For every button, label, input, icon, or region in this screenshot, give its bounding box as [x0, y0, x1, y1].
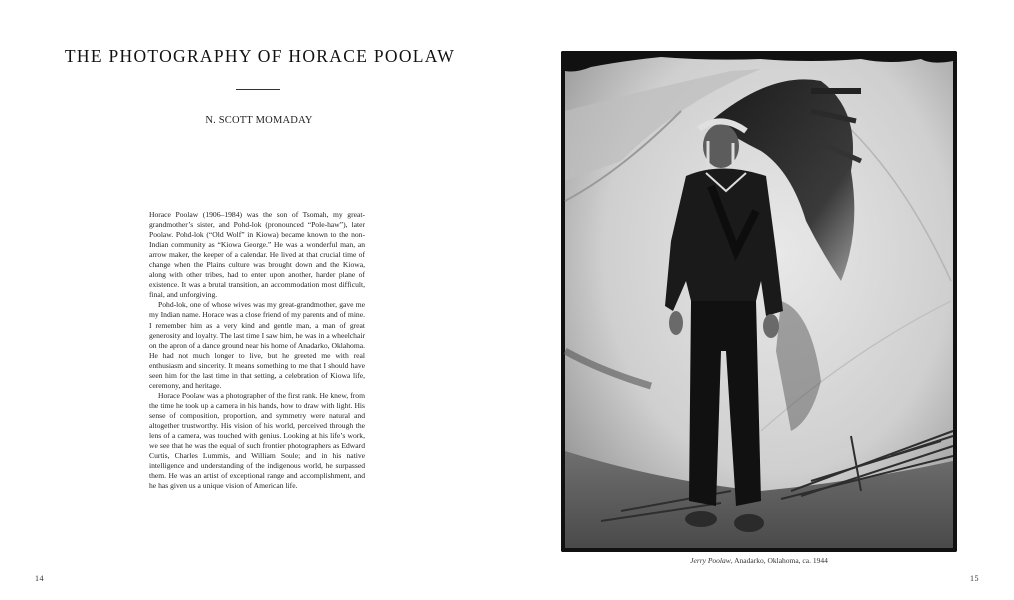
photograph	[561, 51, 957, 552]
photo-illustration	[561, 51, 957, 552]
author-byline: N. SCOTT MOMADAY	[205, 115, 313, 126]
paragraph-1: Horace Poolaw (1906–1984) was the son of Tsomah, my great-grandmother’s sister, and Pohd-lok (pronounced “Pole-haw”), later Poolaw. Pohd-lok (“Old Wolf” in Kiowa) became known to the non-Indian community as “Kiowa George.” He was a wonderful man, an arrow maker, the keeper of a calendar. He lived at that crucial time of change when the Plains culture was brought down and the Kiowa, along with other tribes, had to enter upon another, harder plane of existence. It was a brutal transition, an accommodation most difficult, final, and unforgiving.	[149, 210, 365, 300]
right-page	[507, 0, 1014, 600]
page-number-left: 14	[35, 574, 44, 583]
caption-details: , Anadarko, Oklahoma, ca. 1944	[730, 556, 828, 565]
essay-body	[149, 210, 365, 491]
essay-title: THE PHOTOGRAPHY OF HORACE POOLAW	[64, 46, 456, 66]
paragraph-2: Pohd-lok, one of whose wives was my great-grandmother, gave me my Indian name. Horace was a close friend of my parents and of mine. I remember him as a very kind and gentle man, a man of great generosity and loyalty. The last time I saw him, he was in a wheelchair on the apron of a dance ground near his home of Anadarko, Oklahoma. He had not much longer to live, but he greeted me with real enthusiasm and sincerity. It means something to me that I should have seen him for the last time in that setting, a celebration of Kiowa life, ceremony, and heritage.	[149, 300, 365, 390]
caption-subject: Jerry Poolaw	[690, 556, 731, 565]
page-number-right: 15	[970, 574, 979, 583]
paragraph-3: Horace Poolaw was a photographer of the first rank. He knew, from the time he took up a camera in his hands, how to draw with light. His sense of composition, proportion, and symmetry were natural and altogether trustworthy. His vision of his world, perceived through the lens of a camera, was touched with genius. Looking at his life’s work, we see that he was the equal of such frontier photographers as Edward Curtis, Charles Lummis, and William Soule; and in his native intelligence and understanding of the indigenous world, he surpassed them. He was an artist of exceptional range and accomplishment, and he has given us a unique vision of American life.	[149, 390, 365, 491]
title-divider	[236, 89, 280, 90]
photo-caption	[561, 556, 957, 565]
